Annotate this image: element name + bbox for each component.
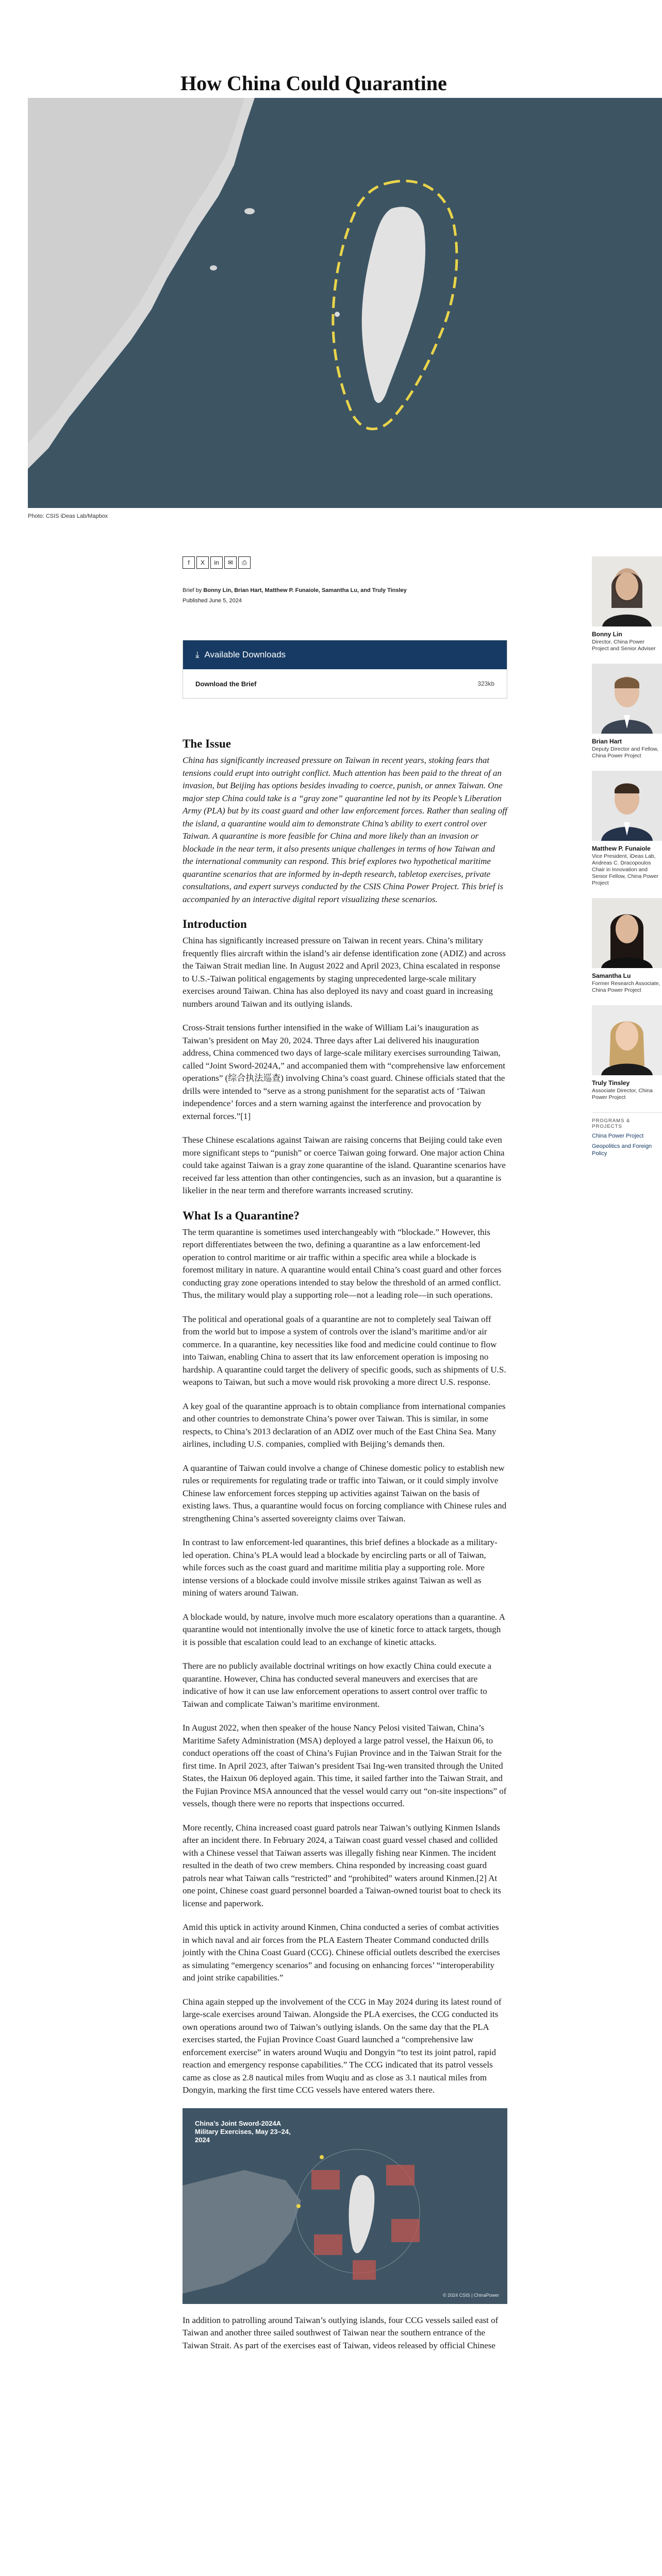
coastal-island [244, 208, 255, 214]
byline-prefix: Brief by [183, 587, 202, 594]
kinmen-marker [296, 2204, 301, 2208]
downloads-header [183, 640, 507, 669]
download-file-size: 323kb [477, 680, 494, 687]
byline-authors[interactable]: Bonny Lin, Brian Hart, Matthew P. Funaiole, Samantha Lu, and Truly Tinsley [203, 587, 407, 594]
paragraph: A quarantine of Taiwan could involve a change of Chinese domestic policy to establish new rules or requirements for regulating trade or traffic into Taiwan, or it could simply involve Chinese law enforcement forces stepping up activities against Taiwan on the basis of existing laws. Thus, a quarantine would focus on forcing compliance with Chinese rules and strengthening China’s asserted sovereignty claims over Taiwan. [183, 1463, 507, 1523]
print-button[interactable]: ⎙ [238, 556, 251, 569]
issue-heading: The Issue [183, 737, 231, 750]
paragraph: In contrast to law enforcement-led quarantines, this brief defines a blockade as a military-led operation. China’s PLA would lead a blockade by encircling parts or all of Taiwan, while forces such as the coast guard and maritime militia play a supporting role. More intense versions of a blockade could involve missile strikes against Taiwan as well as mining of waters around Taiwan. [183, 1537, 498, 1598]
article-body [183, 737, 507, 2363]
intro-heading: Introduction [183, 918, 247, 930]
author-photo [592, 556, 662, 626]
author-name[interactable]: Matthew P. Funaiole [592, 845, 651, 852]
paragraph: These Chinese escalations against Taiwan are raising concerns that Beijing could take even more significant steps to “punish” or coerce Taiwan going forward. One major action China could take against Taiwan is a gray zone quarantine of the island. Quarantine scenarios have received far less attention than other contingencies, such as an invasion, but a quarantine is likelier in the near term and therefore warrants increased scrutiny. [183, 1135, 506, 1195]
author-role: Former Research Associate, China Power Project [592, 980, 660, 993]
paragraph: More recently, China increased coast guard patrols near Taiwan’s outlying Kinmen Islands after an incident there. In February 2024, a Taiwan coast guard vessel chased and collided with a Chinese vessel that Taiwan asserts was illegally fishing near Kinmen. The incident resulted in the death of two crew members. China responded by increasing coast guard patrols near what Taiwan calls “restricted” and “prohibited” waters around Kinmen.[2] At one point, Chinese coast guard personnel boarded a Taiwan-owned tourist boat to check its license and paperwork. [183, 1822, 501, 1908]
author-role: Deputy Director and Fellow, China Power Project [592, 746, 658, 759]
author-card[interactable] [592, 898, 662, 994]
author-name[interactable]: Bonny Lin [592, 631, 622, 638]
paragraph: Amid this uptick in activity around Kinmen, China conducted a series of combat activities in which naval and air forces from the PLA Eastern Theater Command conducted drills jointly with the China Coast Guard (CCG). Chinese official outlets described the exercises as simulating “emergency scenarios” and focusing on enhancing forces’ “interoperability and joint strike capabilities.” [183, 1922, 500, 1982]
matsu-marker [320, 2155, 324, 2159]
what-heading: What Is a Quarantine? [183, 1209, 300, 1222]
paragraph: China again stepped up the involvement of the CCG in May 2024 during its latest round of large-scale exercises around Taiwan. Alongside the PLA exercises, the CCG conducted its own operations around two of Taiwan’s outlying islands. On the same day that the PLA exercises started, the Fujian Province Coast Guard launched a “comprehensive law enforcement exercise” in waters around Wuqiu and Dongyin “to test its joint patrol, rapid reaction and emergency response capabilities.” The CCG indicated that its patrol vessels came as close as 2.8 nautical miles from Wuqiu and as close as 3.1 nautical miles from Dongyin, marking the first time CCG vessels have entered waters there. [183, 1996, 502, 2095]
page-title: How China Could Quarantine [180, 72, 447, 95]
exercise-zone [311, 2170, 340, 2190]
email-share-button[interactable]: ✉ [224, 556, 237, 569]
program-link-geopolitics[interactable]: Geopolitics and Foreign Policy [592, 1143, 652, 1157]
penghu-island [335, 312, 340, 317]
hero-map [28, 98, 662, 508]
issue-paragraph: China has significantly increased pressure on Taiwan in recent years, stoking fears that tensions could erupt into outright conflict. Much attention has been paid to the threat of an invasion, but Beijing has options besides invading to coerce, punish, or annex Taiwan. One major step China could take is a “gray zone” quarantine led not by its People’s Liberation Army (PLA) but by its coast guard and other law enforcement forces. Rather than sealing off the island, a quarantine would aim to demonstrate China’s ability to exert control over Taiwan. A quarantine is more feasible for China and more likely than an invasion or blockade in the near term, it also presents unique challenges in terms of how Taiwan and the international community can respond. This brief explores two hypothetical maritime quarantine scenarios that are informed by in-depth research, tabletop exercises, private consultations, and expert surveys conducted by the CSIS China Power Project. This brief is accompanied by an interactive digital report visualizing these scenarios. [183, 755, 507, 904]
downloads-box [183, 640, 507, 699]
exercise-map-figure [183, 2108, 507, 2304]
author-card[interactable] [592, 556, 662, 652]
share-bar [183, 556, 251, 569]
paragraph: Cross-Strait tensions further intensified in the wake of William Lai’s inauguration as Taiwan’s president on May 20, 2024. Three days after Lai delivered his inauguration address, China commenced two days of large-scale military exercises surrounding Taiwan, called “Joint Sword-2024A,” and accompanied them with “comprehensive law enforcement operations” (综合执法巡查) involving China’s coast guard. Chinese officials stated that the drills were intended to “serve as a strong punishment for the separatist acts of ‘Taiwan independence’ forces and a stern warning against the interference and provocation by external forces.”[1] [183, 1023, 505, 1121]
paragraph: A key goal of the quarantine approach is to obtain compliance from international companies and other countries to demonstrate China’s power over Taiwan. This is similar, in some respects, to China’s 2013 declaration of an ADIZ over much of the East China Sea. Many airlines, including U.S. companies, complied with Beijing’s demands then. [183, 1401, 506, 1449]
paragraph: In addition to patrolling around Taiwan’s outlying islands, four CCG vessels sailed east of Taiwan and another three sailed southwest of Taiwan near the southern entrance of the Taiwan Strait. As part of the exercises east of Taiwan, videos released by official Chinese [183, 2315, 499, 2350]
figure-title: China’s Joint Sword-2024A Military Exercises, May 23–24, 2024 [195, 2119, 291, 2144]
paragraph: A blockade would, by nature, involve much more escalatory operations than a quarantine. A quarantine would not intentionally involve the use of kinetic force to attack targets, though it is possible that escalation could lead to an exchange of kinetic attacks. [183, 1612, 505, 1647]
author-card[interactable] [592, 771, 662, 887]
figure-credit: © 2024 CSIS | ChinaPower [442, 2292, 499, 2298]
coastal-island [210, 265, 217, 270]
downloads-title: Available Downloads [204, 650, 286, 659]
author-photo [592, 664, 662, 734]
facebook-share-button[interactable]: f [183, 556, 195, 569]
author-name[interactable]: Truly Tinsley [592, 1079, 630, 1087]
paragraph: China has significantly increased pressure on Taiwan in recent years. China’s military frequently flies aircraft within the island’s air defense identification zone (ADIZ) and across the Taiwan Strait median line. In August 2022 and April 2023, China escalated in response to U.S.-Taiwan political engagements by staging unprecedented large-scale military exercises around Taiwan. China has also deployed its navy and coast guard in increasing numbers around Taiwan and its outlying islands. [183, 936, 506, 1009]
exercise-zone [391, 2219, 420, 2242]
author-role: Director, China Power Project and Senior Adviser [592, 639, 656, 652]
download-icon: ⤓ [195, 650, 200, 659]
paragraph: The term quarantine is sometimes used interchangeably with “blockade.” However, this report differentiates between the two, defining a quarantine as a law enforcement-led operation to control maritime or air traffic within a specific area while a blockade is foremost military in nature. A quarantine would entail China’s coast guard and other forces conducting gray zone operations intended to stay below the threshold of an armed conflict. Thus, the military would play a supporting role—not a leading role—in such operations. [183, 1227, 502, 1300]
exercise-zone [386, 2165, 415, 2185]
download-brief-link[interactable] [183, 669, 507, 698]
paragraph: In August 2022, when then speaker of the house Nancy Pelosi visited Taiwan, China’s Maritime Safety Administration (MSA) deployed a large patrol vessel, the Haixun 06, to conduct operations off the coast of China’s Fujian Province and in the Taiwan Strait for the first time. In April 2023, after Taiwan’s president Tsai Ing-wen transited through the United States, the Haixun 06 deployed again. This time, it sailed farther into the Taiwan Strait, and the Fujian Province MSA announced that the vessel would carry out “on-site inspections” of vessels, though there were no reports that inspections occurred. [183, 1723, 507, 1808]
paragraph: The political and operational goals of a quarantine are not to completely seal Taiwan off from the world but to impose a system of controls over the island’s maritime and/or air commerce. In a quarantine, key necessities like food and medicine could continue to flow into Taiwan, enabling China to assert that its law enforcement operation is imposing no hardship. A quarantine could target the delivery of specific goods, such as shipments of U.S. weapons to Taiwan, but such a move would risk provoking a more direct U.S. response. [183, 1314, 506, 1387]
author-card[interactable] [592, 1005, 662, 1101]
exercise-zone [314, 2234, 342, 2255]
hero-caption: Photo: CSIS iDeas Lab/Mapbox [28, 513, 108, 519]
exercise-zone [353, 2260, 376, 2280]
hero-map-graphic [28, 98, 662, 508]
author-role: Associate Director, China Power Project [592, 1088, 653, 1100]
paragraph: There are no publicly available doctrinal writings on how exactly China could execute a quarantine. However, China has conducted several maneuvers and exercises that are indicative of how it can use law enforcement operations to assert control over traffic to Taiwan and complicate Taiwan’s maritime environment. [183, 1661, 492, 1709]
author-photo [592, 771, 662, 841]
program-link-china-power[interactable]: China Power Project [592, 1133, 644, 1139]
author-photo [592, 1005, 662, 1075]
x-share-button[interactable]: X [196, 556, 209, 569]
byline [183, 587, 502, 594]
download-file-label[interactable]: Download the Brief [195, 680, 257, 688]
linkedin-share-button[interactable]: in [210, 556, 223, 569]
author-card[interactable] [592, 664, 662, 759]
programs-label: PROGRAMS & PROJECTS [592, 1112, 662, 1129]
author-sidebar [592, 556, 662, 1157]
author-name[interactable]: Brian Hart [592, 738, 622, 745]
author-photo [592, 898, 662, 968]
author-role: Vice President, iDeas Lab, Andreas C. Dracopoulos Chair in Innovation and Senior Fellow, China Power Project [592, 853, 658, 886]
author-name[interactable]: Samantha Lu [592, 972, 631, 979]
published-date: Published June 5, 2024 [183, 598, 242, 604]
